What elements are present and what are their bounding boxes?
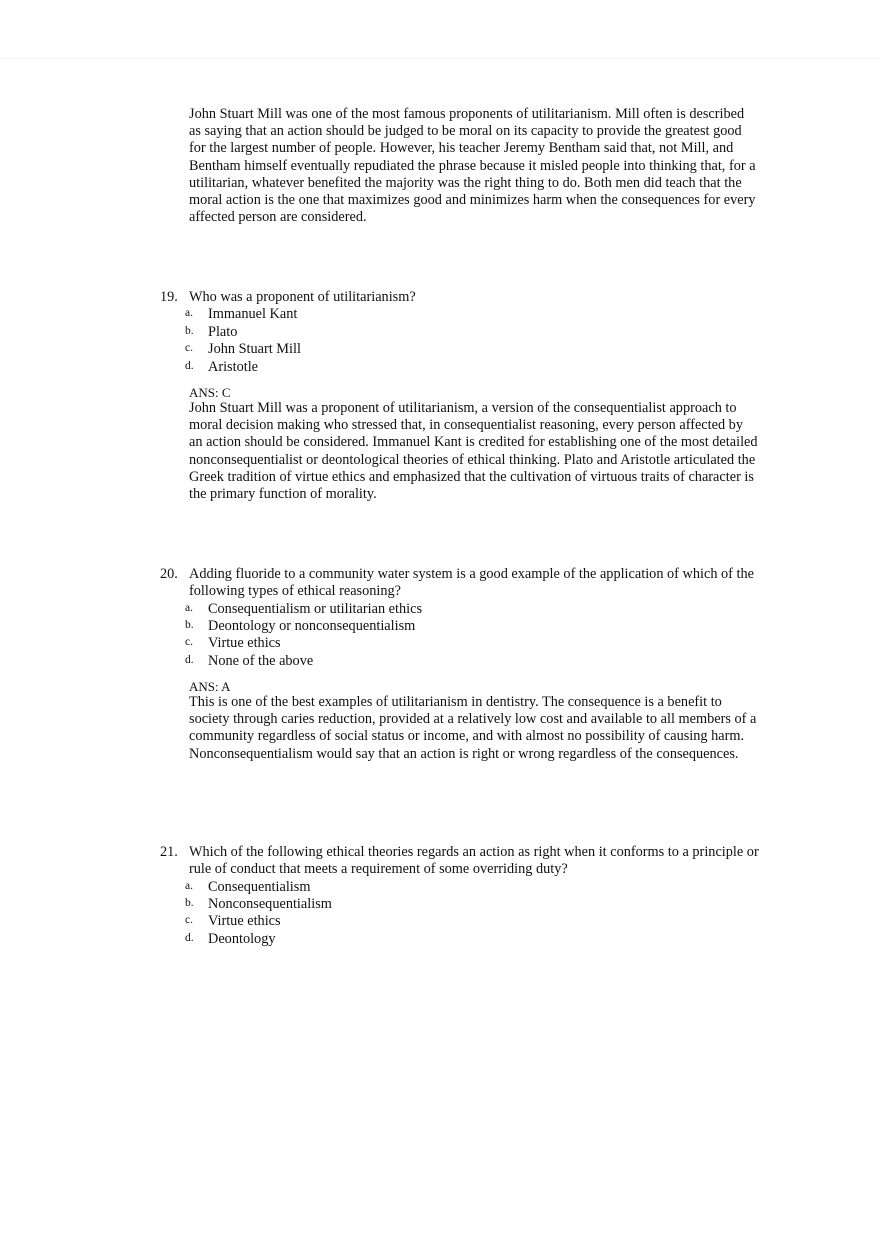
option-c [0,913,600,930]
option-d [0,653,600,670]
option-letter: c. [185,636,193,649]
option-text: Plato [208,323,238,340]
option-c [0,341,600,358]
answer-key-20: ANS: A [189,679,231,694]
option-text: Virtue ethics [208,635,281,652]
option-text: Immanuel Kant [208,306,298,323]
option-letter: c. [185,342,193,355]
option-text: John Stuart Mill [208,341,301,358]
option-b [0,896,600,913]
question-number: 20. [160,566,178,582]
option-c [0,635,600,652]
intro-paragraph: John Stuart Mill was one of the most famous proponents of utilitarianism. Mill often is described as saying that an action should be judged to be moral on its capacity to provide the greatest good for the largest number of people. However, his teacher Jeremy Bentham said that, not Mill, and Bentham himself eventually repudiated the phrase because it misled people into thinking that, for a utilitarian, whatever benefited the majority was the right thing to do. Both men did teach that the moral action is the one that maximizes good and minimizes harm when the consequences for every affected person are considered. [189,106,756,226]
answer-key-19: ANS: C [189,385,231,400]
option-b [0,324,600,341]
option-text: Aristotle [208,358,259,375]
option-text: Consequentialism [208,878,311,895]
option-a [0,306,600,323]
option-text: Nonconsequentialism [208,895,332,912]
question-number: 21. [160,844,178,860]
option-d [0,359,600,376]
option-letter: a. [185,879,193,892]
option-text: None of the above [208,652,314,669]
option-b [0,618,600,635]
page-top-rule [0,58,880,59]
option-letter: b. [185,324,194,337]
rationale-19: John Stuart Mill was a proponent of utilitarianism, a version of the consequentialist approach to moral decision making who stressed that, in consequentialist reasoning, every person affected by an action should be considered. Immanuel Kant is credited for establishing one of the most detailed nonconsequentialist or deontological theories of ethical thinking. Plato and Aristotle articulated the Greek tradition of virtue ethics and emphasized that the cultivation of virtuous traits of character is the primary function of morality. [189,400,758,503]
option-a [0,879,600,896]
option-text: Virtue ethics [208,913,281,930]
option-letter: d. [185,359,194,372]
option-letter: b. [185,618,194,631]
option-text: Consequentialism or utilitarian ethics [208,600,423,617]
option-letter: a. [185,601,193,614]
question-number: 19. [160,289,178,305]
option-letter: b. [185,896,194,909]
question-text: Adding fluoride to a community water system is a good example of the application of which of the following types of ethical reasoning? [189,566,754,600]
question-text: Which of the following ethical theories regards an action as right when it conforms to a principle or rule of conduct that meets a requirement of some overriding duty? [189,844,759,878]
option-letter: d. [185,931,194,944]
question-text: Who was a proponent of utilitarianism? [189,289,416,305]
option-text: Deontology [208,930,276,947]
option-letter: d. [185,653,194,666]
option-a [0,601,600,618]
option-letter: c. [185,914,193,927]
option-text: Deontology or nonconsequentialism [208,617,416,634]
rationale-20: This is one of the best examples of utilitarianism in dentistry. The consequence is a benefit to society through caries reduction, provided at a relatively low cost and available to all members of a community regardless of social status or income, and with almost no possibility of causing harm. Nonconsequentialism would say that an action is right or wrong regardless of the consequences. [189,694,757,762]
option-d [0,931,600,948]
option-letter: a. [185,307,193,320]
